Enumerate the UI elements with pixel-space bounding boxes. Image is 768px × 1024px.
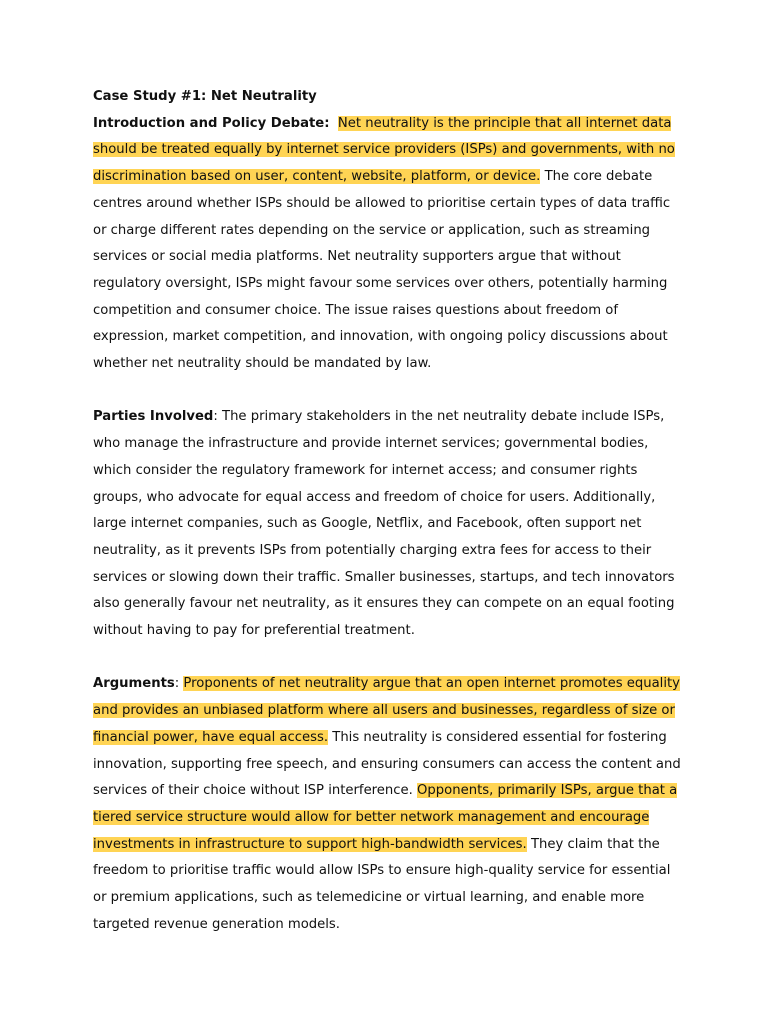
- arguments-text-claims: They claim that the freedom to prioritise traffic would allow ISPs to ensure high-quality service for essential or premium applications, such as telemedicine or virtual learning, and enable more targeted revenue generation models.: [93, 836, 671, 932]
- document-page: [93, 84, 683, 938]
- parties-text: : The primary stakeholders in the net neutrality debate include ISPs, who manage the infrastructure and provide internet services; governmental bodies, which consider the regulatory framework for internet access; and consumer rights groups, who advocate for equal access and freedom of choice for users. Additionally, large internet companies, such as Google, Netflix, and Facebook, often support net neutrality, as it prevents ISPs from potentially charging extra fees for access to their services or slowing down their traffic. Smaller businesses, startups, and tech innovators also generally favour net neutrality, as it ensures they can compete on an equal footing without having to pay for preferential treatment.: [93, 409, 675, 639]
- arguments-paragraph: [93, 671, 683, 938]
- arguments-separator: :: [174, 676, 180, 692]
- parties-heading: Parties Involved: [93, 409, 214, 425]
- arguments-heading: Arguments: [93, 676, 175, 692]
- intro-text: The core debate centres around whether ISPs should be allowed to prioritise certain types of data traffic or charge different rates depending on the service or application, such as streaming services or social media platforms. Net neutrality supporters argue that without regulatory oversight, ISPs might favour some services over others, potentially harming competition and consumer choice. The issue raises questions about freedom of expression, market competition, and innovation, with ongoing policy discussions about whether net neutrality should be mandated by law.: [93, 169, 671, 372]
- document-title: Case Study #1: Net Neutrality: [93, 89, 317, 104]
- intro-highlight: Net neutrality is the principle that all internet data should be treated equally by internet service providers (ISPs) and governments, with no discrimination based on user, content, website, platform, or device.: [93, 115, 675, 185]
- intro-paragraph: [93, 111, 683, 378]
- parties-paragraph: [93, 404, 683, 644]
- arguments-highlight-opponents: Opponents, primarily ISPs, argue that a tiered service structure would allow for better network management and encourage investments in infrastructure to support high-bandwidth services.: [93, 783, 678, 852]
- intro-heading: Introduction and Policy Debate:: [93, 115, 330, 131]
- arguments-highlight-proponents: Proponents of net neutrality argue that an open internet promotes equality and provides an unbiased platform where all users and businesses, regardless of size or financial power, have equal access.: [93, 676, 680, 745]
- arguments-text-neutrality: This neutrality is considered essential for fostering innovation, supporting free speech, and ensuring consumers can access the content and services of their choice without ISP interference.: [93, 729, 681, 799]
